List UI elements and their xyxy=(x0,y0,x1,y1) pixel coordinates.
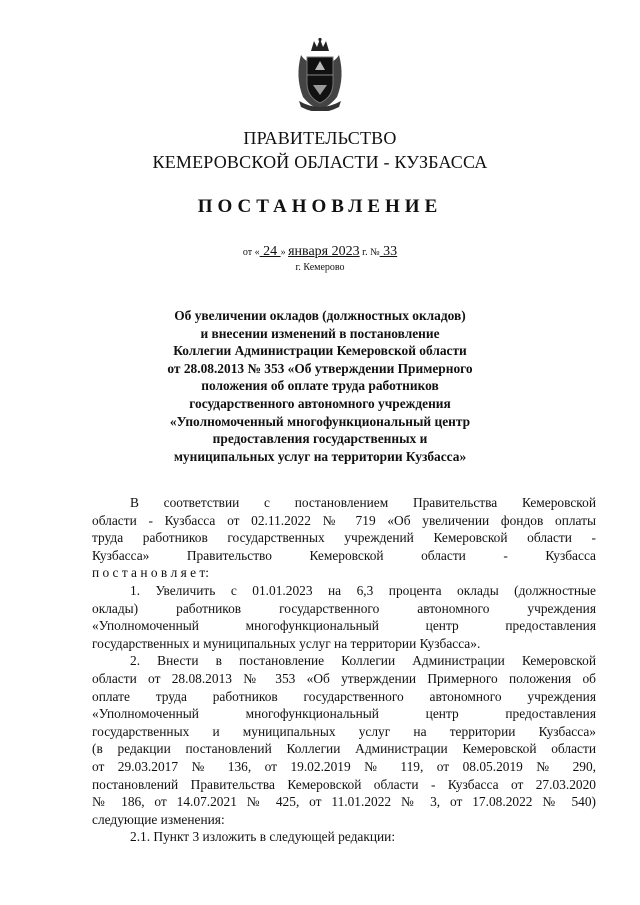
body-line: № 186, от 14.07.2021 № 425, от 11.01.2022 № 3, от 17.08.2022 № 540) xyxy=(92,794,596,810)
body-line-resolves: п о с т а н о в л я е т: xyxy=(92,565,209,581)
document-title xyxy=(150,307,490,465)
city: г. Кемерово xyxy=(295,262,345,273)
body-line: от 29.03.2017 № 136, от 19.02.2019 № 119, от 08.05.2019 № 290, xyxy=(92,758,596,774)
body-line: государственных и муниципальных услуг на территории Кузбасса» xyxy=(92,723,596,739)
title-line: Коллегии Администрации Кемеровской области xyxy=(173,343,467,359)
date-mid: » xyxy=(280,247,289,258)
date-day: 24 xyxy=(259,244,281,259)
body-line: оплате труда работников государственного автономного учреждения xyxy=(92,688,596,704)
date-suffix: г. № xyxy=(359,247,380,258)
title-line: муниципальных услуг на территории Кузбасса» xyxy=(173,448,467,464)
date-prefix: от « xyxy=(242,247,260,258)
body-line: труда работников государственных учреждений Кемеровской области - xyxy=(92,530,596,546)
body-line: области - Кузбасса от 02.11.2022 № 719 «Об увеличении фондов оплаты xyxy=(92,512,596,528)
body-line: «Уполномоченный многофункциональный центр предоставления xyxy=(92,618,596,634)
date-month-year: января 2023 xyxy=(288,244,360,259)
body-line: следующие изменения: xyxy=(92,811,225,827)
body-line: 2.1. Пункт 3 изложить в следующей редакции: xyxy=(130,829,396,845)
body-line: государственных и муниципальных услуг на территории Кузбасса». xyxy=(92,635,481,651)
body-line: оклады) работников государственного автономного учреждения xyxy=(92,600,596,616)
title-line: предоставления государственных и xyxy=(212,431,428,447)
title-line: государственного автономного учреждения xyxy=(189,395,451,411)
body-line: «Уполномоченный многофункциональный центр предоставления xyxy=(92,706,596,722)
document-type: ПОСТАНОВЛЕНИЕ xyxy=(197,196,443,217)
title-line: «Уполномоченный многофункциональный центр xyxy=(169,413,471,429)
coat-of-arms-emblem xyxy=(293,37,347,111)
body-line: 2. Внести в постановление Коллегии Администрации Кемеровской xyxy=(130,653,596,669)
government-name-line1: ПРАВИТЕЛЬСТВО xyxy=(243,128,397,148)
document-number: 33 xyxy=(379,244,398,259)
title-line: от 28.08.2013 № 353 «Об утверждении Примерного xyxy=(167,360,473,376)
title-line: и внесении изменений в постановление xyxy=(200,325,440,341)
body-line: (в редакции постановлений Коллегии Администрации Кемеровской области xyxy=(92,741,596,757)
date-line xyxy=(0,244,640,260)
body-line: В соответствии с постановлением Правительства Кемеровской xyxy=(130,495,596,510)
body-line: постановлений Правительства Кемеровской области - Кузбасса от 27.03.2020 xyxy=(92,776,596,792)
title-line: Об увеличении окладов (должностных окладов) xyxy=(174,308,466,323)
document-body xyxy=(92,494,596,846)
title-line: положения об оплате труда работников xyxy=(201,378,439,394)
body-line: 1. Увеличить с 01.01.2023 на 6,3 процента оклады (должностные xyxy=(130,582,596,598)
government-name-line2: КЕМЕРОВСКОЙ ОБЛАСТИ - КУЗБАССА xyxy=(152,152,488,172)
body-line: Кузбасса» Правительство Кемеровской области - Кузбасса xyxy=(92,547,596,563)
body-line: области от 28.08.2013 № 353 «Об утверждении Примерного положения об xyxy=(92,670,596,686)
